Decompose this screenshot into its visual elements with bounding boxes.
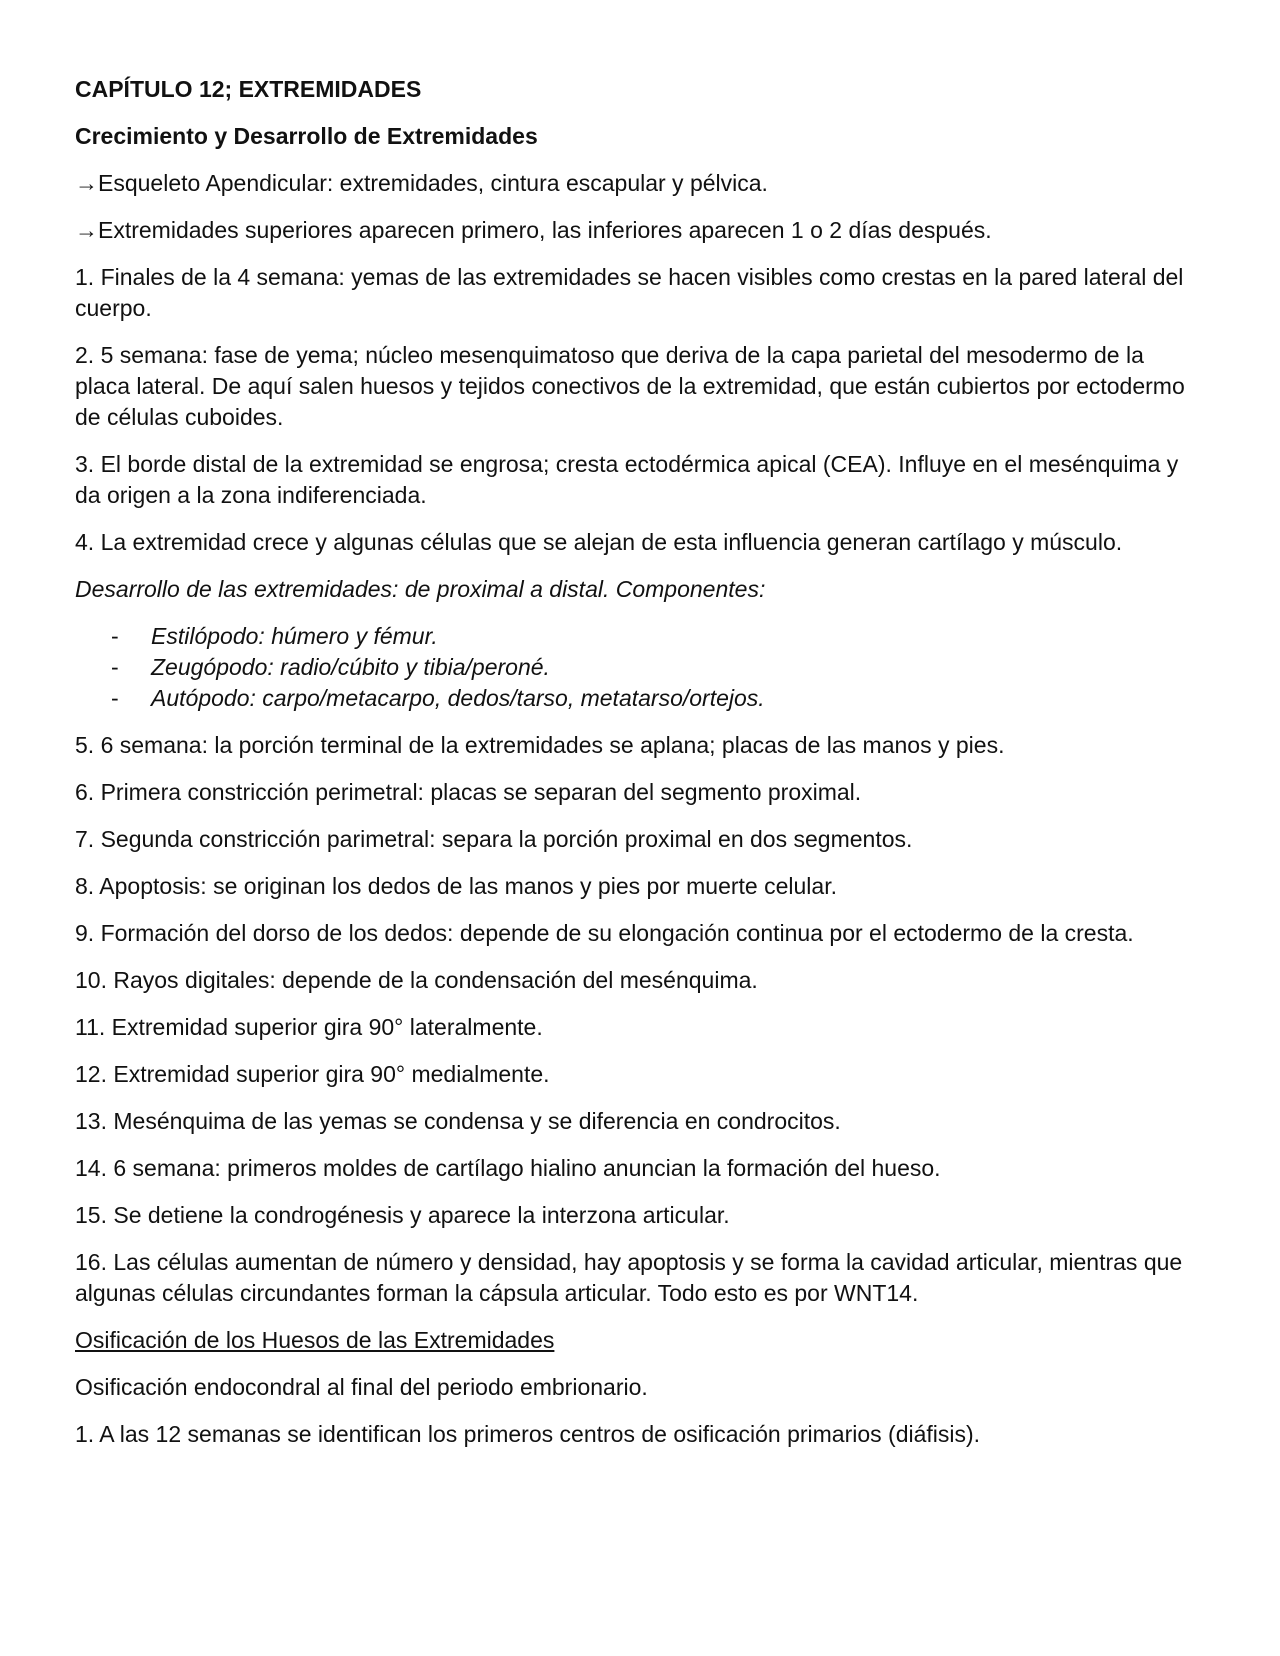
ossification-title: Osificación de los Huesos de las Extremidades — [75, 1327, 555, 1353]
intro-paragraph: →Extremidades superiores aparecen primero, las inferiores aparecen 1 o 2 días después. — [75, 217, 992, 243]
list-dash: - — [111, 685, 119, 711]
step-paragraph: 12. Extremidad superior gira 90° medialmente. — [75, 1061, 550, 1087]
ossification-intro: Osificación endocondral al final del periodo embrionario. — [75, 1374, 648, 1400]
intro-paragraph: →Esqueleto Apendicular: extremidades, cintura escapular y pélvica. — [75, 170, 768, 196]
step-paragraph: 1. Finales de la 4 semana: yemas de las extremidades se hacen visibles como crestas en la pared lateral del cuerpo. — [75, 264, 1184, 321]
components-list — [75, 621, 1205, 714]
step-paragraph: 16. Las células aumentan de número y densidad, hay apoptosis y se forma la cavidad articular, mientras que algunas células circundantes forman la cápsula articular. Todo esto es por WNT14. — [75, 1249, 1183, 1306]
list-item — [75, 683, 1205, 714]
step-paragraph: 5. 6 semana: la porción terminal de la extremidades se aplana; placas de las manos y pies. — [75, 732, 1005, 758]
list-item — [75, 621, 1205, 652]
step-paragraph: 8. Apoptosis: se originan los dedos de las manos y pies por muerte celular. — [75, 873, 837, 899]
list-dash: - — [111, 623, 119, 649]
list-item — [75, 652, 1205, 683]
step-paragraph: 15. Se detiene la condrogénesis y aparece la interzona articular. — [75, 1202, 730, 1228]
components-heading: Desarrollo de las extremidades: de proximal a distal. Componentes: — [75, 576, 766, 602]
list-item-text: Zeugópodo: radio/cúbito y tibia/peroné. — [151, 654, 550, 680]
document-page — [75, 74, 1205, 1466]
list-dash: - — [111, 654, 119, 680]
step-paragraph: 2. 5 semana: fase de yema; núcleo mesenquimatoso que deriva de la capa parietal del mesodermo de la placa lateral. De aquí salen huesos y tejidos conectivos de la extremidad, que están cubiertos por ectodermo de células cuboides. — [75, 342, 1185, 430]
step-paragraph: 4. La extremidad crece y algunas células que se alejan de esta influencia generan cartílago y músculo. — [75, 529, 1123, 555]
step-paragraph: 11. Extremidad superior gira 90° lateralmente. — [75, 1014, 543, 1040]
step-paragraph: 6. Primera constricción perimetral: placas se separan del segmento proximal. — [75, 779, 862, 805]
step-paragraph: 9. Formación del dorso de los dedos: depende de su elongación continua por el ectodermo de la cresta. — [75, 920, 1134, 946]
step-paragraph: 3. El borde distal de la extremidad se engrosa; cresta ectodérmica apical (CEA). Influye en el mesénquima y da origen a la zona indiferenciada. — [75, 451, 1179, 508]
step-paragraph: 14. 6 semana: primeros moldes de cartílago hialino anuncian la formación del hueso. — [75, 1155, 941, 1181]
section-title: Crecimiento y Desarrollo de Extremidades — [75, 123, 538, 149]
list-item-text: Estilópodo: húmero y fémur. — [151, 623, 438, 649]
step-paragraph: 10. Rayos digitales: depende de la condensación del mesénquima. — [75, 967, 758, 993]
step-paragraph: 13. Mesénquima de las yemas se condensa y se diferencia en condrocitos. — [75, 1108, 841, 1134]
step-paragraph: 1. A las 12 semanas se identifican los primeros centros de osificación primarios (diáfisis). — [75, 1421, 981, 1447]
list-item-text: Autópodo: carpo/metacarpo, dedos/tarso, metatarso/ortejos. — [151, 685, 765, 711]
step-paragraph: 7. Segunda constricción parimetral: separa la porción proximal en dos segmentos. — [75, 826, 913, 852]
chapter-title: CAPÍTULO 12; EXTREMIDADES — [75, 76, 422, 102]
